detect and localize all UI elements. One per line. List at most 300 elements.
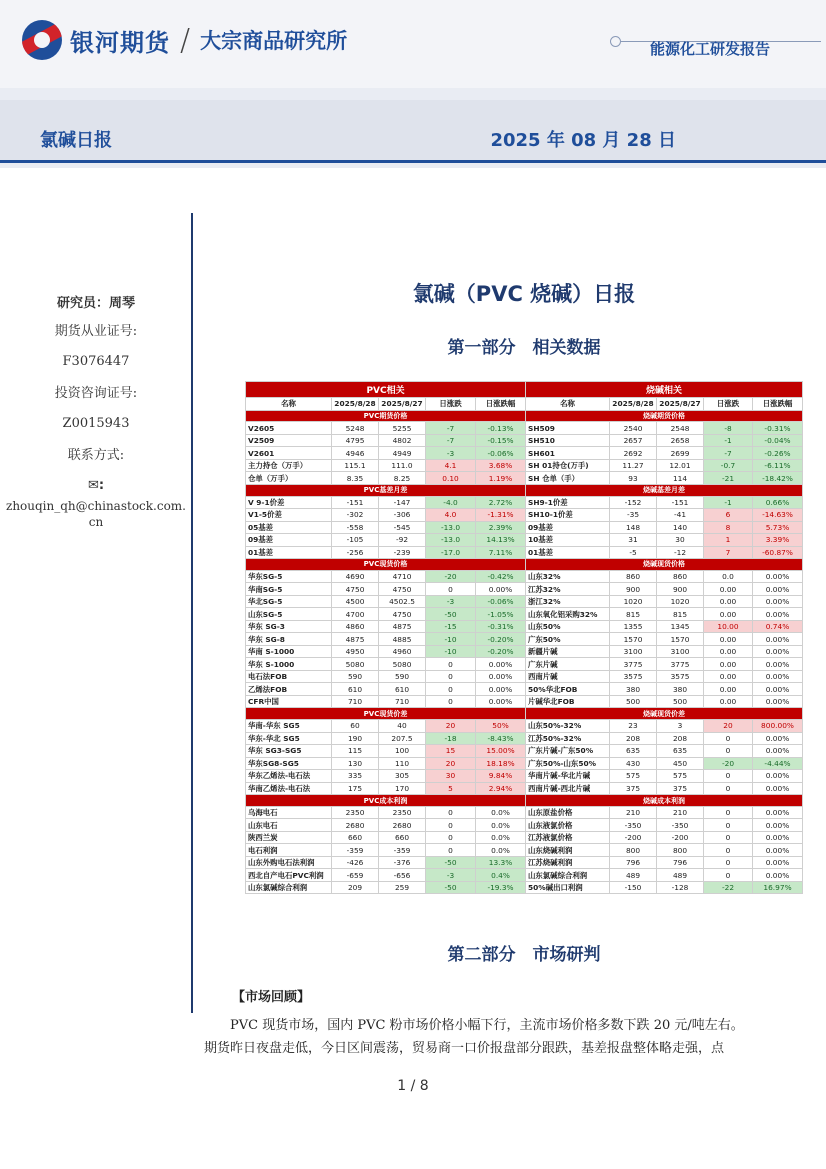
value-today: 4500	[332, 595, 379, 608]
daily-change-pct: 0.00%	[753, 608, 803, 621]
table-row	[246, 459, 526, 472]
table-row	[526, 831, 803, 844]
value-today: 190	[332, 732, 379, 745]
section-header	[246, 795, 526, 807]
row-name: V1-5价差	[246, 509, 332, 522]
daily-change: -1	[704, 496, 753, 509]
value-today: 900	[610, 583, 657, 596]
daily-change: 0	[704, 844, 753, 857]
table-row	[246, 620, 526, 633]
daily-change-pct: 0.00%	[753, 732, 803, 745]
value-yesterday: -350	[657, 819, 704, 832]
table-row	[526, 745, 803, 758]
daily-change-pct: 0.00%	[753, 658, 803, 671]
daily-change: 20	[704, 720, 753, 733]
value-yesterday: 210	[657, 806, 704, 819]
table-row	[526, 422, 803, 435]
caustic-table	[525, 381, 803, 894]
section-header	[246, 410, 526, 422]
daily-change-pct: 0.00%	[753, 819, 803, 832]
daily-change-pct: 50%	[476, 720, 526, 733]
row-name: 山东氯碱综合利润	[526, 869, 610, 882]
value-today: 815	[610, 608, 657, 621]
daily-change: 0.0	[704, 570, 753, 583]
value-today: 23	[610, 720, 657, 733]
daily-change: -18	[426, 732, 476, 745]
row-name: 电石法FOB	[246, 670, 332, 683]
table-row	[246, 534, 526, 547]
row-name: 西南片碱-西北片碱	[526, 782, 610, 795]
daily-change-pct: 0.00%	[476, 658, 526, 671]
analyst-sidebar	[0, 296, 192, 530]
daily-change: 0.00	[704, 645, 753, 658]
daily-change-pct: 0.00%	[476, 583, 526, 596]
row-name: 新疆片碱	[526, 645, 610, 658]
row-name: 华东 SG3-SG5	[246, 745, 332, 758]
table-row	[246, 881, 526, 894]
value-today: 5248	[332, 422, 379, 435]
daily-change: 0	[704, 856, 753, 869]
daily-change-pct: 0.00%	[753, 831, 803, 844]
table-row	[526, 434, 803, 447]
row-name: 电石利润	[246, 844, 332, 857]
table-row	[246, 683, 526, 696]
row-name: V 9-1价差	[246, 496, 332, 509]
value-yesterday: -128	[657, 881, 704, 894]
value-today: -558	[332, 521, 379, 534]
row-name: 仓单（万手）	[246, 472, 332, 485]
row-name: 华东 SG-3	[246, 620, 332, 633]
daily-change-pct: 5.73%	[753, 521, 803, 534]
row-name: 华东 SG-8	[246, 633, 332, 646]
daily-change: 20	[426, 720, 476, 733]
row-name: 华东-华北 SG5	[246, 732, 332, 745]
table-row	[526, 856, 803, 869]
daily-change: 15	[426, 745, 476, 758]
value-today: 430	[610, 757, 657, 770]
value-today: 208	[610, 732, 657, 745]
daily-change-pct: 0.00%	[476, 683, 526, 696]
row-name: SH509	[526, 422, 610, 435]
daily-change: 0	[426, 831, 476, 844]
value-yesterday: 207.5	[379, 732, 426, 745]
daily-change: -50	[426, 881, 476, 894]
value-today: 1020	[610, 595, 657, 608]
table-row	[246, 633, 526, 646]
row-name: 广东片碱-广东50%	[526, 745, 610, 758]
daily-change-pct: 2.72%	[476, 496, 526, 509]
row-name: CFR中国	[246, 695, 332, 708]
col-today: 2025/8/28	[332, 398, 379, 411]
section-title: 烧碱基差月差	[526, 484, 803, 496]
daily-change: 0.00	[704, 683, 753, 696]
row-name: 江苏50%-32%	[526, 732, 610, 745]
section-header	[246, 708, 526, 720]
daily-change-pct: 0.00%	[753, 633, 803, 646]
table-row	[526, 608, 803, 621]
table-row	[526, 806, 803, 819]
value-today: 500	[610, 695, 657, 708]
table-row	[526, 757, 803, 770]
row-name: 片碱华北FOB	[526, 695, 610, 708]
value-yesterday: -12	[657, 546, 704, 559]
value-yesterday: 12.01	[657, 459, 704, 472]
table-row	[526, 782, 803, 795]
daily-change: -13.0	[426, 534, 476, 547]
daily-change: 0.00	[704, 633, 753, 646]
section-header	[526, 795, 803, 807]
col-change-pct: 日涨跌幅	[476, 398, 526, 411]
section-header	[246, 559, 526, 571]
daily-change-pct: 0.00%	[476, 695, 526, 708]
daily-change: -17.0	[426, 546, 476, 559]
table-row	[246, 856, 526, 869]
daily-change: -10	[426, 633, 476, 646]
daily-change: 0	[704, 770, 753, 783]
value-yesterday: -200	[657, 831, 704, 844]
advisory-label: 投资咨询证号:	[54, 386, 138, 401]
value-yesterday: 815	[657, 608, 704, 621]
value-yesterday: 2699	[657, 447, 704, 460]
table-row	[246, 670, 526, 683]
value-today: 800	[610, 844, 657, 857]
daily-change-pct: -1.31%	[476, 509, 526, 522]
value-today: -152	[610, 496, 657, 509]
brand-subtitle: 大宗商品研究所	[200, 29, 348, 53]
value-today: 2692	[610, 447, 657, 460]
row-name: 广东50%	[526, 633, 610, 646]
table-row	[246, 819, 526, 832]
daily-change: 8	[704, 521, 753, 534]
table-row	[246, 806, 526, 819]
daily-change: -20	[426, 570, 476, 583]
table-row	[526, 521, 803, 534]
col-change: 日涨跌	[426, 398, 476, 411]
value-today: 575	[610, 770, 657, 783]
table-row	[526, 720, 803, 733]
row-name: 浙江32%	[526, 595, 610, 608]
col-yesterday: 2025/8/27	[379, 398, 426, 411]
daily-change-pct: 9.84%	[476, 770, 526, 783]
value-yesterday: 900	[657, 583, 704, 596]
header-divider	[0, 160, 826, 163]
daily-change: 0.00	[704, 583, 753, 596]
section-title: PVC现货价格	[246, 559, 526, 571]
section-header	[526, 484, 803, 496]
daily-change-pct: 0.00%	[476, 670, 526, 683]
daily-change: 0.00	[704, 608, 753, 621]
table-row	[246, 608, 526, 621]
section-title: PVC期货价格	[246, 410, 526, 422]
page-header	[0, 0, 826, 168]
value-yesterday: 3775	[657, 658, 704, 671]
table-row	[246, 770, 526, 783]
value-today: 4750	[332, 583, 379, 596]
value-yesterday: 4949	[379, 447, 426, 460]
daily-change: 0	[426, 658, 476, 671]
daily-change: -21	[704, 472, 753, 485]
value-yesterday: -306	[379, 509, 426, 522]
value-today: 115.1	[332, 459, 379, 472]
daily-change: -7	[426, 434, 476, 447]
row-name: 09基差	[526, 521, 610, 534]
value-today: -426	[332, 856, 379, 869]
col-today: 2025/8/28	[610, 398, 657, 411]
daily-change: -50	[426, 608, 476, 621]
value-today: 3775	[610, 658, 657, 671]
row-name: 山东32%	[526, 570, 610, 583]
table-row	[526, 732, 803, 745]
daily-change: 0.10	[426, 472, 476, 485]
daily-change-pct: -1.05%	[476, 608, 526, 621]
daily-change-pct: 0.4%	[476, 869, 526, 882]
value-today: -359	[332, 844, 379, 857]
table-row	[526, 496, 803, 509]
row-name: V2605	[246, 422, 332, 435]
advisory-number: Z0015943	[62, 416, 130, 431]
daily-change-pct: 0.74%	[753, 620, 803, 633]
daily-change-pct: 3.68%	[476, 459, 526, 472]
value-today: 4700	[332, 608, 379, 621]
table-row	[526, 869, 803, 882]
daily-change: -3	[426, 869, 476, 882]
daily-change-pct: -0.04%	[753, 434, 803, 447]
value-today: 4946	[332, 447, 379, 460]
value-today: -200	[610, 831, 657, 844]
value-yesterday: -376	[379, 856, 426, 869]
daily-change-pct: -0.31%	[476, 620, 526, 633]
table-row	[526, 595, 803, 608]
col-name: 名称	[246, 398, 332, 411]
col-change: 日涨跌	[704, 398, 753, 411]
value-yesterday: 375	[657, 782, 704, 795]
row-name: 广东50%-山东50%	[526, 757, 610, 770]
value-yesterday: -147	[379, 496, 426, 509]
table-row	[246, 782, 526, 795]
table-row	[526, 447, 803, 460]
value-today: 590	[332, 670, 379, 683]
daily-change: 30	[426, 770, 476, 783]
daily-change: 0.00	[704, 595, 753, 608]
brand-divider: /	[180, 22, 191, 58]
value-today: 796	[610, 856, 657, 869]
value-today: 11.27	[610, 459, 657, 472]
value-today: 60	[332, 720, 379, 733]
daily-change-pct: -60.87%	[753, 546, 803, 559]
section-title: 烧碱现货价格	[526, 559, 803, 571]
paragraph-1: PVC 现货市场，国内 PVC 粉市场价格小幅下行，主流市场价格多数下跌 20 元/吨左右。	[230, 1018, 744, 1033]
value-today: -5	[610, 546, 657, 559]
table-row	[526, 570, 803, 583]
analyst-name: 研究员：周琴	[56, 296, 135, 311]
daily-change: -4.0	[426, 496, 476, 509]
section-header	[526, 410, 803, 422]
row-name: SH 01持仓(万手)	[526, 459, 610, 472]
report-name: 氯碱日报	[40, 130, 112, 151]
daily-change-pct: 1.19%	[476, 472, 526, 485]
daily-change: -10	[426, 645, 476, 658]
row-name: 山东氧化铝采购32%	[526, 608, 610, 621]
value-yesterday: -41	[657, 509, 704, 522]
daily-change: -15	[426, 620, 476, 633]
value-today: -350	[610, 819, 657, 832]
value-yesterday: -545	[379, 521, 426, 534]
value-yesterday: 2658	[657, 434, 704, 447]
value-today: 4875	[332, 633, 379, 646]
daily-change-pct: -0.13%	[476, 422, 526, 435]
daily-change-pct: 7.11%	[476, 546, 526, 559]
table-row	[246, 434, 526, 447]
header-sub-band	[0, 100, 826, 160]
part1-title: 第一部分 相关数据	[447, 338, 601, 358]
row-name: SH 仓单（手）	[526, 472, 610, 485]
row-name: 江苏烧碱利润	[526, 856, 610, 869]
row-name: 主力持仓（万手）	[246, 459, 332, 472]
daily-change: 0.00	[704, 695, 753, 708]
row-name: 西北自产电石PVC利润	[246, 869, 332, 882]
row-name: 01基差	[526, 546, 610, 559]
value-yesterday: 40	[379, 720, 426, 733]
value-yesterday: 8.25	[379, 472, 426, 485]
value-today: 489	[610, 869, 657, 882]
value-yesterday: 208	[657, 732, 704, 745]
section-header	[526, 559, 803, 571]
daily-change: -3	[426, 595, 476, 608]
value-yesterday: 610	[379, 683, 426, 696]
daily-change: 0	[704, 732, 753, 745]
row-name: 华东 S-1000	[246, 658, 332, 671]
row-name: 50%华北FOB	[526, 683, 610, 696]
value-yesterday: 635	[657, 745, 704, 758]
table-row	[526, 509, 803, 522]
daily-change: -0.7	[704, 459, 753, 472]
daily-change-pct: 0.66%	[753, 496, 803, 509]
daily-change: 0	[426, 806, 476, 819]
row-name: 西南片碱	[526, 670, 610, 683]
daily-change-pct: 0.00%	[753, 583, 803, 596]
decor-circle-icon	[610, 36, 621, 47]
section-title: 烧碱期货价格	[526, 410, 803, 422]
daily-change: 0	[426, 583, 476, 596]
value-yesterday: 114	[657, 472, 704, 485]
value-yesterday: 2680	[379, 819, 426, 832]
daily-change-pct: -0.15%	[476, 434, 526, 447]
paragraph-2: 期货昨日夜盘走低，今日区间震荡，贸易商一口价报盘部分跟跌，基差报盘整体略走强，点	[204, 1041, 725, 1056]
row-name: 华南 S-1000	[246, 645, 332, 658]
daily-change: 0	[704, 819, 753, 832]
daily-change-pct: -0.06%	[476, 595, 526, 608]
row-name: 华南乙烯法-电石法	[246, 782, 332, 795]
row-name: 山东氯碱综合利润	[246, 881, 332, 894]
section-header	[526, 708, 803, 720]
section-header	[246, 484, 526, 496]
value-today: -256	[332, 546, 379, 559]
daily-change-pct: 0.00%	[753, 856, 803, 869]
table-row	[526, 670, 803, 683]
row-name: 山东50%	[526, 620, 610, 633]
value-today: -150	[610, 881, 657, 894]
daily-change-pct: -8.43%	[476, 732, 526, 745]
value-yesterday: 489	[657, 869, 704, 882]
email-address[interactable]: zhouqin_qh@chinastock.com.cn	[6, 499, 186, 529]
row-name: 陕西兰炭	[246, 831, 332, 844]
value-today: 4860	[332, 620, 379, 633]
value-today: -659	[332, 869, 379, 882]
table-row	[526, 472, 803, 485]
value-yesterday: 860	[657, 570, 704, 583]
daily-change: -3	[426, 447, 476, 460]
daily-change: -7	[704, 447, 753, 460]
daily-change: -7	[426, 422, 476, 435]
daily-change: 7	[704, 546, 753, 559]
row-name: 山东50%-32%	[526, 720, 610, 733]
row-name: 09基差	[246, 534, 332, 547]
table-row	[246, 645, 526, 658]
value-yesterday: -656	[379, 869, 426, 882]
pvc-table-title: PVC相关	[246, 382, 526, 398]
daily-change: 0.00	[704, 658, 753, 671]
table-row	[246, 447, 526, 460]
daily-change-pct: -0.42%	[476, 570, 526, 583]
value-yesterday: 5080	[379, 658, 426, 671]
value-yesterday: 2350	[379, 806, 426, 819]
galaxy-logo-icon	[22, 20, 62, 60]
value-yesterday: 500	[657, 695, 704, 708]
value-yesterday: 4875	[379, 620, 426, 633]
row-name: 10基差	[526, 534, 610, 547]
daily-change: -20	[704, 757, 753, 770]
row-name: SH10-1价差	[526, 509, 610, 522]
daily-change-pct: -0.20%	[476, 633, 526, 646]
daily-change: 1	[704, 534, 753, 547]
value-yesterday: 30	[657, 534, 704, 547]
section-title: 烧碱成本利润	[526, 795, 803, 807]
daily-change-pct: -0.31%	[753, 422, 803, 435]
daily-change: 5	[426, 782, 476, 795]
value-today: 2540	[610, 422, 657, 435]
row-name: SH9-1价差	[526, 496, 610, 509]
table-row	[526, 620, 803, 633]
table-row	[526, 459, 803, 472]
table-row	[526, 881, 803, 894]
value-yesterday: 4802	[379, 434, 426, 447]
value-yesterday: 170	[379, 782, 426, 795]
daily-change: 0	[426, 683, 476, 696]
daily-change-pct: -0.06%	[476, 447, 526, 460]
row-name: 华东SG8-SG5	[246, 757, 332, 770]
part2-title: 第二部分 市场研判	[447, 945, 601, 965]
license-label: 期货从业证号:	[54, 324, 138, 339]
value-yesterday: 800	[657, 844, 704, 857]
daily-change: 0	[704, 831, 753, 844]
daily-change-pct: 0.00%	[753, 670, 803, 683]
value-today: -35	[610, 509, 657, 522]
table-row	[526, 770, 803, 783]
value-today: 375	[610, 782, 657, 795]
row-name: 山东SG-5	[246, 608, 332, 621]
daily-change-pct: -6.11%	[753, 459, 803, 472]
value-today: 710	[332, 695, 379, 708]
row-name: 山东原盐价格	[526, 806, 610, 819]
daily-change-pct: -18.42%	[753, 472, 803, 485]
daily-change: -1	[704, 434, 753, 447]
daily-change: 0	[426, 670, 476, 683]
table-row	[246, 570, 526, 583]
table-row	[526, 645, 803, 658]
daily-change-pct: 3.39%	[753, 534, 803, 547]
value-yesterday: 710	[379, 695, 426, 708]
contact-label: 联系方式:	[67, 448, 125, 463]
